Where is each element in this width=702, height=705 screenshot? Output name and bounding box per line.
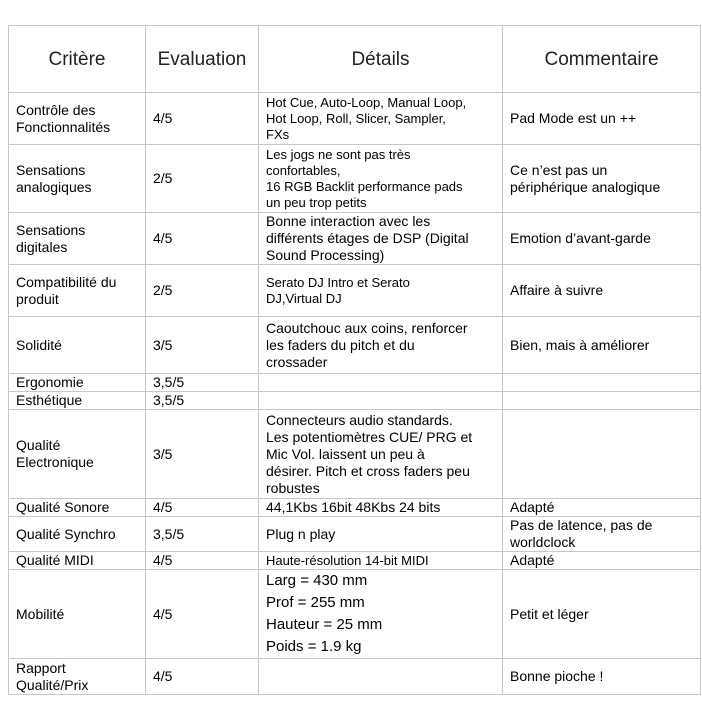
cell-critere-line: Contrôle des xyxy=(16,101,96,118)
cell-commentaire xyxy=(503,410,701,499)
header-row xyxy=(9,26,701,93)
cell-details-line: confortables, xyxy=(266,162,341,178)
cell-commentaire-line: worldclock xyxy=(510,534,576,550)
cell-details-line: DJ,Virtual DJ xyxy=(266,290,342,306)
cell-critere-line: produit xyxy=(16,290,59,307)
header-evaluation: Evaluation xyxy=(146,26,259,93)
table-row xyxy=(9,659,701,695)
cell-details-line: Serato DJ Intro et Serato xyxy=(266,274,410,290)
cell-commentaire-line: Pas de latence, pas de xyxy=(510,517,653,533)
table-row xyxy=(9,93,701,145)
cell-details xyxy=(259,499,503,517)
cell-commentaire xyxy=(503,374,701,392)
cell-critere-line: Qualité MIDI xyxy=(16,552,94,568)
cell-critere-line: digitales xyxy=(16,238,68,255)
cell-critere-line: Qualité/Prix xyxy=(16,676,89,693)
cell-critere-line: Sensations xyxy=(16,161,86,178)
cell-critere xyxy=(9,93,146,145)
cell-critere xyxy=(9,410,146,499)
cell-details-line: Hot Cue, Auto-Loop, Manual Loop, xyxy=(266,94,467,110)
cell-critere xyxy=(9,659,146,695)
cell-evaluation: 2/5 xyxy=(146,265,259,317)
cell-details xyxy=(259,552,503,570)
table-row xyxy=(9,517,701,552)
cell-evaluation: 3,5/5 xyxy=(146,374,259,392)
cell-commentaire xyxy=(503,93,701,145)
evaluation-table xyxy=(8,25,701,695)
cell-critere xyxy=(9,517,146,552)
cell-evaluation: 2/5 xyxy=(146,145,259,213)
cell-details-line: crossader xyxy=(266,353,328,370)
cell-critere xyxy=(9,570,146,659)
cell-details-line: Hauteur = 25 mm xyxy=(266,616,383,633)
cell-critere-line: Ergonomie xyxy=(16,374,84,390)
table-row xyxy=(9,410,701,499)
cell-critere-line: Compatibilité du xyxy=(16,273,117,290)
cell-evaluation: 3/5 xyxy=(146,410,259,499)
cell-commentaire xyxy=(503,499,701,517)
cell-critere-line: Rapport xyxy=(16,659,66,676)
cell-evaluation: 4/5 xyxy=(146,552,259,570)
table-row xyxy=(9,265,701,317)
cell-commentaire-line: Adapté xyxy=(510,499,555,515)
cell-details-line: différents étages de DSP (Digital xyxy=(266,230,469,246)
cell-commentaire xyxy=(503,145,701,213)
cell-critere-line: Sensations xyxy=(16,221,86,238)
cell-details xyxy=(259,265,503,317)
cell-commentaire xyxy=(503,317,701,374)
cell-evaluation: 4/5 xyxy=(146,93,259,145)
cell-details-line: Haute-résolution 14-bit MIDI xyxy=(266,552,429,568)
cell-critere xyxy=(9,145,146,213)
cell-details xyxy=(259,93,503,145)
cell-critere-line: analogiques xyxy=(16,178,92,195)
cell-details-line: Connecteurs audio standards. xyxy=(266,411,453,428)
cell-critere-line: Esthétique xyxy=(16,392,83,408)
cell-details-line: Mic Vol. laissent un peu à xyxy=(266,445,425,462)
cell-details-line: 16 RGB Backlit performance pads xyxy=(266,178,463,194)
cell-commentaire xyxy=(503,570,701,659)
cell-critere-line: Qualité xyxy=(16,437,61,453)
cell-commentaire-line: Bien, mais à améliorer xyxy=(510,336,650,353)
cell-details xyxy=(259,213,503,265)
cell-details-line: Plug n play xyxy=(266,525,336,542)
cell-details-line: Prof = 255 mm xyxy=(266,594,365,611)
cell-commentaire xyxy=(503,265,701,317)
cell-details-line: robustes xyxy=(266,479,320,496)
cell-details-line: Bonne interaction avec les xyxy=(266,213,431,229)
cell-details-line: Les potentiomètres CUE/ PRG et xyxy=(266,428,473,445)
table-row xyxy=(9,213,701,265)
cell-details-line: FXs xyxy=(266,126,290,142)
cell-details-line: Caoutchouc aux coins, renforcer xyxy=(266,319,468,336)
cell-details xyxy=(259,570,503,659)
cell-commentaire-line: périphérique analogique xyxy=(510,178,661,195)
cell-evaluation: 3,5/5 xyxy=(146,517,259,552)
header-details: Détails xyxy=(259,26,503,93)
cell-details-line: un peu trop petits xyxy=(266,194,367,210)
header-critere: Critère xyxy=(9,26,146,93)
cell-critere-line: Qualité Synchro xyxy=(16,525,116,542)
cell-details-line: Sound Processing) xyxy=(266,247,385,263)
table-row xyxy=(9,499,701,517)
cell-critere-line: Mobilité xyxy=(16,605,65,622)
cell-commentaire-line: Bonne pioche ! xyxy=(510,668,604,684)
cell-commentaire xyxy=(503,517,701,552)
cell-commentaire xyxy=(503,659,701,695)
cell-critere xyxy=(9,213,146,265)
cell-evaluation: 4/5 xyxy=(146,213,259,265)
cell-details-line: désirer. Pitch et cross faders peu xyxy=(266,462,470,479)
cell-critere-line: Electronique xyxy=(16,454,94,470)
cell-critere xyxy=(9,552,146,570)
table-row xyxy=(9,392,701,410)
cell-details-line: Les jogs ne sont pas très xyxy=(266,146,411,162)
header-commentaire: Commentaire xyxy=(503,26,701,93)
cell-details-line: Larg = 430 mm xyxy=(266,572,368,589)
cell-details xyxy=(259,374,503,392)
cell-details-line: 44,1Kbs 16bit 48Kbs 24 bits xyxy=(266,499,441,515)
cell-critere xyxy=(9,392,146,410)
cell-commentaire-line: Ce n’est pas un xyxy=(510,161,608,178)
cell-critere xyxy=(9,317,146,374)
cell-critere xyxy=(9,499,146,517)
cell-evaluation: 3,5/5 xyxy=(146,392,259,410)
cell-details xyxy=(259,517,503,552)
cell-details xyxy=(259,392,503,410)
cell-critere-line: Qualité Sonore xyxy=(16,499,110,515)
cell-critere-line: Fonctionnalités xyxy=(16,118,111,135)
cell-evaluation: 4/5 xyxy=(146,499,259,517)
cell-evaluation: 4/5 xyxy=(146,659,259,695)
cell-commentaire-line: Adapté xyxy=(510,552,555,568)
cell-details xyxy=(259,410,503,499)
table-row xyxy=(9,570,701,659)
cell-commentaire-line: Petit et léger xyxy=(510,605,589,622)
cell-details-line: les faders du pitch et du xyxy=(266,336,415,353)
table-row xyxy=(9,317,701,374)
cell-evaluation: 3/5 xyxy=(146,317,259,374)
cell-commentaire-line: Emotion d’avant-garde xyxy=(510,230,651,246)
table-row xyxy=(9,374,701,392)
cell-commentaire xyxy=(503,552,701,570)
cell-evaluation: 4/5 xyxy=(146,570,259,659)
table-body xyxy=(9,93,701,695)
table-row xyxy=(9,145,701,213)
cell-details xyxy=(259,659,503,695)
cell-details xyxy=(259,317,503,374)
cell-commentaire-line: Affaire à suivre xyxy=(510,282,604,298)
cell-details xyxy=(259,145,503,213)
cell-details-line: Hot Loop, Roll, Slicer, Sampler, xyxy=(266,110,446,126)
cell-critere xyxy=(9,374,146,392)
table-row xyxy=(9,552,701,570)
cell-details-line: Poids = 1.9 kg xyxy=(266,638,362,655)
cell-commentaire-line: Pad Mode est un ++ xyxy=(510,110,637,126)
cell-critere xyxy=(9,265,146,317)
cell-commentaire xyxy=(503,392,701,410)
cell-commentaire xyxy=(503,213,701,265)
cell-critere-line: Solidité xyxy=(16,336,62,353)
